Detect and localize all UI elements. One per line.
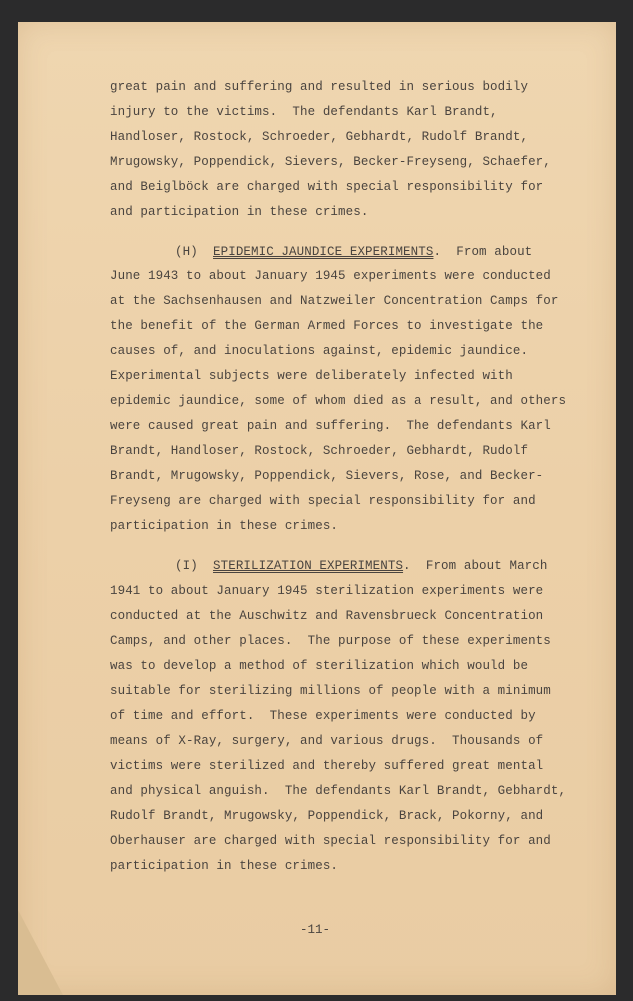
section-h-line: Experimental subjects were deliberately infected with bbox=[110, 369, 513, 383]
section-i-line: 1941 to about January 1945 sterilization experiments were bbox=[110, 584, 544, 598]
section-h-line: Freyseng are charged with special responsibility for and bbox=[110, 494, 536, 508]
text-line: Mrugowsky, Poppendick, Sievers, Becker-Freyseng, Schaefer, bbox=[110, 155, 551, 169]
section-i-title: STERILIZATION EXPERIMENTS bbox=[213, 559, 404, 573]
section-h-line: Brandt, Handloser, Rostock, Schroeder, Gebhardt, Rudolf bbox=[110, 444, 529, 458]
section-h-line: at the Sachsenhausen and Natzweiler Concentration Camps for bbox=[110, 294, 559, 308]
section-h-heading bbox=[175, 245, 532, 259]
section-i-line: Camps, and other places. The purpose of these experiments bbox=[110, 634, 551, 648]
page-number: -11- bbox=[300, 923, 331, 937]
folded-corner bbox=[18, 910, 63, 995]
section-h-line: causes of, and inoculations against, epidemic jaundice. bbox=[110, 344, 529, 358]
text-line: and Beiglböck are charged with special responsibility for bbox=[110, 180, 544, 194]
section-i-heading bbox=[175, 559, 547, 573]
text-line: great pain and suffering and resulted in serious bodily bbox=[110, 80, 529, 94]
section-i-line: participation in these crimes. bbox=[110, 859, 339, 873]
section-i-heading-rest: . From about March bbox=[403, 559, 548, 573]
section-h-line: the benefit of the German Armed Forces to investigate the bbox=[110, 319, 544, 333]
section-i-line: means of X-Ray, surgery, and various drugs. Thousands of bbox=[110, 734, 544, 748]
section-h-line: Brandt, Mrugowsky, Poppendick, Sievers, Rose, and Becker- bbox=[110, 469, 544, 483]
section-i-line: Oberhauser are charged with special responsibility for and bbox=[110, 834, 551, 848]
section-i-line: victims were sterilized and thereby suffered great mental bbox=[110, 759, 544, 773]
section-i-line: of time and effort. These experiments were conducted by bbox=[110, 709, 536, 723]
text-line: Handloser, Rostock, Schroeder, Gebhardt, Rudolf Brandt, bbox=[110, 130, 529, 144]
section-i-line: Rudolf Brandt, Mrugowsky, Poppendick, Brack, Pokorny, and bbox=[110, 809, 544, 823]
section-h-title: EPIDEMIC JAUNDICE EXPERIMENTS bbox=[213, 245, 434, 259]
section-h-label: (H) bbox=[175, 245, 198, 259]
section-i-line: and physical anguish. The defendants Karl Brandt, Gebhardt, bbox=[110, 784, 567, 798]
section-i-line: conducted at the Auschwitz and Ravensbrueck Concentration bbox=[110, 609, 544, 623]
text-line: and participation in these crimes. bbox=[110, 205, 369, 219]
section-h-line: participation in these crimes. bbox=[110, 519, 339, 533]
section-h-line: June 1943 to about January 1945 experiments were conducted bbox=[110, 269, 551, 283]
section-i-line: suitable for sterilizing millions of people with a minimum bbox=[110, 684, 551, 698]
text-line: injury to the victims. The defendants Karl Brandt, bbox=[110, 105, 498, 119]
section-i-label: (I) bbox=[175, 559, 198, 573]
section-h-line: were caused great pain and suffering. The defendants Karl bbox=[110, 419, 551, 433]
section-h-heading-rest: . From about bbox=[433, 245, 533, 259]
section-i-line: was to develop a method of sterilization which would be bbox=[110, 659, 529, 673]
section-h-line: epidemic jaundice, some of whom died as a result, and others bbox=[110, 394, 567, 408]
